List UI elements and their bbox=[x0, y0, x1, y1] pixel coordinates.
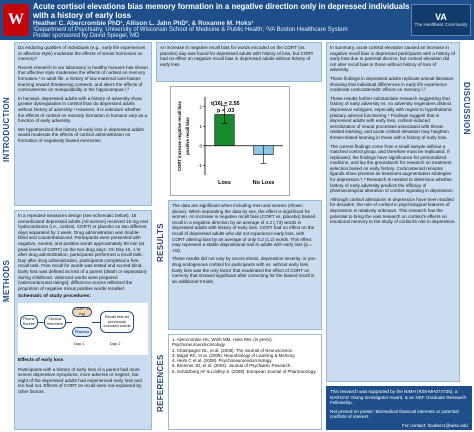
results-heading: RESULTS bbox=[156, 223, 165, 262]
poster-header bbox=[0, 0, 474, 40]
discussion-heading: DISCUSSION bbox=[462, 82, 471, 135]
flow-arrow bbox=[66, 322, 72, 323]
x-tick-label: Loss bbox=[218, 180, 231, 186]
intro-paragraph-3: In humans, depressed adults with a history of adversity show greater dysregulation in cortisol than do depressed adults without history of adversity.⁴ However, it is unknown whether the effects of cortisol on memory formation in humans vary as a function of early adversity. bbox=[18, 95, 148, 124]
affiliations: ¹Department of Psychiatry, University of Wisconsin School of Medicine & Public Health; ²VA Boston Healthcare System bbox=[33, 27, 348, 33]
discussion-box bbox=[326, 42, 460, 382]
methods-box bbox=[14, 210, 152, 430]
flow-day-1: Day 1 bbox=[74, 340, 85, 346]
discussion-paragraph-2: These findings in depressed adults replicate animal literature showing that individual differences in early life experience moderate corticosteroids' effects on memory.²,³ bbox=[330, 75, 454, 93]
chart-svg bbox=[171, 87, 289, 195]
flow-recall-test: Recall test for previously encoded words bbox=[100, 311, 134, 333]
intro-paragraph-2: Recent research in our laboratory in healthy humans has shown that affective style moderates the effects of cortisol on memory formation.¹ In adult life, a history of low maternal care biases learning toward threatening contexts, and alters the effects of corticosterone on manipulability in the hippocampus.²,³ bbox=[18, 64, 148, 93]
flow-clinical-interview: Clinical Interview bbox=[44, 315, 66, 329]
funding-box bbox=[326, 386, 472, 430]
introduction-heading: INTRODUCTION bbox=[2, 97, 11, 162]
contact-email[interactable]: For contact: hcabercr@wisc.edu bbox=[402, 422, 468, 428]
methods-paragraph-1: In a repeated-measures design (see schematic below), 18 unmedicated depressed adults (All women) received 15 mg oral hydrocortisone (i.e., cortisol, CORT) or placebo on two different days separated by 1 week. Drug administration was double-blind and counterbalanced. Participants were presented with negative, neutral, and positive words approximately 90 min (at peak levels of CORT) on the two drug days. On Day 10, 1 hr after drug administration, participants performed a recall task. Day after drug administration, participants completed a free recall task. Free recall for words was tested and scored blind. Early loss was defined as loss of a parent (death or separation) during childhood. Valenced words were prepared (valence/arousal ratings); difference scores reflected the proportion of negative minus positive words recalled. bbox=[18, 213, 148, 291]
results-paragraph-2: The data are significant when including men and women (shown above). When separating the data by sex, the effect is significant for women. An increase in negative recall bias (CORT vs. placebo) biased recall in a negative direction by an average of 4.2 (.73) words in depressed adults with history of early loss. CORT had no effect on the recall of depressed adults who did not experience early loss, with CORT altering bias by an average of only 0.2 (1.2) words. This effect may represent a stable dispositional trait in adults with early loss (p = .03). bbox=[172, 203, 316, 253]
y-axis-label-secondary: positive recall bias bbox=[185, 117, 190, 155]
discussion-paragraph-1: In summary, acute cortisol elevation caused an increase in negative recall bias in depressed participants with a history of early loss due to parental divorce, but cortisol elevation did not alter recall bias in those without history of loss of adversity. bbox=[330, 45, 455, 73]
flow-phone-screen: Phone Screen bbox=[20, 315, 38, 329]
y-tick-label: 0 bbox=[199, 143, 202, 149]
y-tick-label: 1 bbox=[199, 123, 202, 129]
left-column bbox=[2, 42, 152, 430]
flow-cort: CORT 15 mg bbox=[73, 306, 91, 316]
reference-item: 5. Bremner JD, et al. (2004). Journal of Psychiatric Research. bbox=[172, 363, 292, 369]
references-heading: REFERENCES bbox=[156, 354, 165, 412]
discussion-paragraph-3: These results further substantiate research suggesting that history of early adversity vs. no adversity engenders distinct depressive subtypes, especially with regard to hypothalamic pituitary adrenal functioning.⁴ Findings suggest that in depressed adults with early loss, cortisol-induced sensitization of neural processes associated with threat-related learning, and acute cortisol elevation may heighten threat-related learning in those with a history of early loss. bbox=[330, 95, 453, 140]
intro-paragraph-4: We hypothesized that history of early loss in depressed adults would moderate the effects of cortisol administration on formation of negatively biased memories. bbox=[18, 126, 144, 143]
y-tick-label: 2 bbox=[199, 104, 202, 110]
intro-paragraph-1: Do enduring qualities of individuals (e.g., early life experiences or affective style) moderate the effects of stress hormones on memory? bbox=[18, 45, 146, 62]
y-axis-label: CORT increase negative recall bias bbox=[177, 101, 182, 171]
discussion-paragraph-4: The current findings come from a small sample without a matched control group, and therefore must be replicated. If replicated, the findings have significance for personalized medicine, and lay the groundwork for research on treatment selection based on early history. Corticosteroid receptor ligands show promise as treatment augmentation strategies for depression.⁵,⁶ Research is needed to determine whether history of early adversity predicts the efficacy of pharmacological alteration of cortisol signaling in depression. bbox=[330, 143, 454, 194]
reference-item: 4. Heim C et al. (2008). Psychoneuroendocrinology. bbox=[172, 358, 273, 364]
schematic-title: Schematic of study procedures: bbox=[18, 294, 92, 300]
early-loss-title: Effects of early loss bbox=[18, 357, 64, 363]
study-schematic bbox=[18, 303, 148, 355]
va-logo-text: The Healthiest Community bbox=[414, 22, 468, 27]
reference-item: 6. Schatzberg AF & Lindley S. (2008). European Journal of Pharmacology. bbox=[172, 368, 317, 374]
early-loss-text: Participants with a history of early loss of a parent had more severe depressive symptoms, more adverse or neglect, but eight of the depressed adults had experienced early loss and ten had not. Effects of CORT on recall were not explained by other factors. bbox=[18, 366, 142, 394]
reference-item: 3. Bagot RC, et al. (2009). Neurobiology of Learning & Memory. bbox=[172, 352, 296, 358]
va-logo bbox=[411, 4, 471, 36]
funding-note: Not printed on poster: Biomedical financial interests or potential conflicts of interest. bbox=[330, 408, 459, 420]
authors: Heather C. Abercrombie PhD¹, Allison L. Jahn PhD², & Roxanne M. Hoks¹ bbox=[33, 20, 254, 27]
uw-logo-letter: W bbox=[8, 11, 24, 28]
y-tick-label: -1 bbox=[197, 162, 202, 168]
stat-annotation-p: p < .03 bbox=[217, 108, 235, 114]
flow-arrow bbox=[92, 322, 100, 323]
poster-title: Acute cortisol elevations bias memory formation in a negative direction only in depressed individuals with a history of early loss bbox=[33, 2, 410, 20]
funding-text: This research was supported by the NIMH (K08-MH074735), a NARSAD Young Investigator Award, & an NSF Graduate Research Fellowship. bbox=[330, 389, 467, 406]
discussion-paragraph-5: Although cortisol alterations in depression have been studied for decades, the role of cortisol in psychological features of depression is relatively unknown. This research has the potential to bring the vast research on cortisol's effects on emotional memory to the study of cortisol's role in depression. bbox=[330, 196, 456, 225]
results-detail-box bbox=[168, 200, 322, 330]
recall-bias-chart bbox=[170, 86, 290, 196]
sponsor: Poster sponsored by David Spiegel, MD bbox=[33, 33, 140, 39]
flow-placebo: Placebo bbox=[72, 327, 92, 337]
introduction-box bbox=[14, 42, 152, 206]
reference-item: 1. Abercrombie HC, Wirth MM, Hoks RM. (in press). Psychoneuroendocrinology. bbox=[172, 337, 273, 348]
reference-item: 2. Champagne DL, et al. (2008). The Journal of Neuroscience. bbox=[172, 347, 294, 353]
middle-column bbox=[156, 42, 322, 430]
references-box bbox=[168, 334, 322, 430]
results-summary-box bbox=[156, 42, 322, 82]
uw-logo bbox=[3, 4, 29, 36]
results-paragraph-3: These results did not vary by recent stress, depression severity, or pre-drug endogenous cortisol for participants with vs. without early loss. Early loss was the only factor that moderated the effect of CORT on memory that showed significant after correcting for the biased recall in an additional 9 trials. bbox=[172, 256, 317, 284]
stat-annotation: t(16) = 2.55 bbox=[211, 101, 240, 107]
x-tick-label: No Loss bbox=[252, 180, 275, 186]
va-logo-mark: VA bbox=[435, 12, 447, 22]
results-paragraph-1: An increase in negative recall bias for words encoded on the CORT (vs. placebo) day was found for depressed adults with history of loss, but CORT had no effect on negative recall bias in depressed adults without history of early loss. bbox=[160, 45, 314, 67]
right-column bbox=[326, 42, 472, 430]
flow-day-2: Day 2 bbox=[110, 340, 121, 346]
methods-heading: METHODS bbox=[2, 259, 11, 302]
